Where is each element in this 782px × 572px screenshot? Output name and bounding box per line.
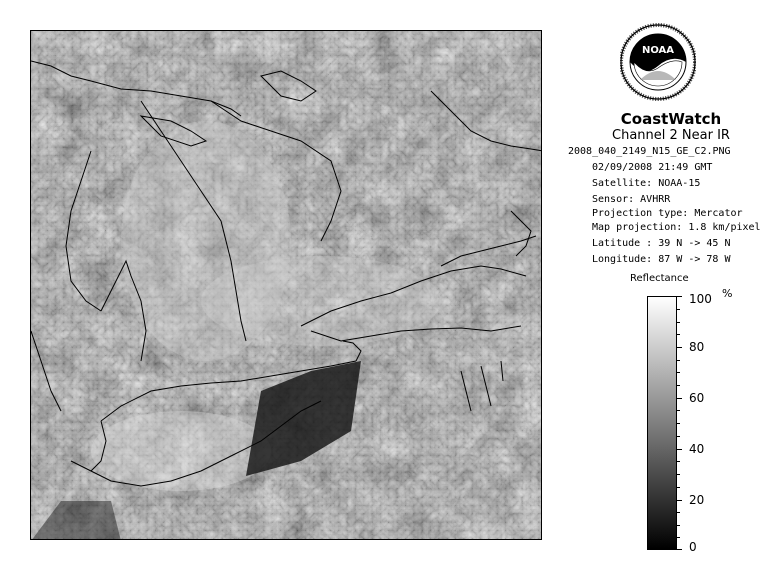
scale-unit: % [722, 287, 733, 300]
tick-major [677, 449, 682, 450]
noaa-logo-svg [620, 22, 696, 108]
reflectance-colorbar [647, 296, 677, 550]
tick-minor [677, 372, 680, 373]
noaa-logo-text: NOAA [641, 45, 675, 56]
longitude-label: Longitude: 87 W -> 78 W [592, 254, 731, 265]
projection-type-label: Projection type: Mercator [592, 208, 743, 219]
colorbar-ticks [677, 292, 757, 556]
tick-minor [677, 423, 680, 424]
satellite-image[interactable] [30, 30, 542, 540]
filename-label: 2008_040_2149_N15_GE_C2.PNG [568, 146, 731, 157]
tick-minor [677, 512, 680, 513]
tick-minor [677, 537, 680, 538]
tick-minor [677, 525, 680, 526]
tick-label: 20 [689, 493, 705, 507]
tick-minor [677, 309, 680, 310]
tick-label: 0 [689, 540, 697, 554]
haze-lake-ontario [201, 256, 441, 346]
tick-minor [677, 322, 680, 323]
tick-label: 60 [689, 391, 705, 405]
tick-label: 40 [689, 442, 705, 456]
haze-lake-erie [91, 411, 271, 491]
latitude-label: Latitude : 39 N -> 45 N [592, 238, 731, 249]
satellite-label: Satellite: NOAA-15 [592, 178, 701, 189]
noaa-logo [620, 22, 696, 108]
tick-minor [677, 474, 680, 475]
tick-minor [677, 410, 680, 411]
satellite-image-svg [31, 31, 542, 540]
tick-major [677, 398, 682, 399]
datetime-label: 02/09/2008 21:49 GMT [592, 162, 713, 173]
product-title: CoastWatch [620, 110, 722, 128]
tick-major [677, 500, 682, 501]
tick-minor [677, 487, 680, 488]
tick-minor [677, 360, 680, 361]
tick-label: 80 [689, 340, 705, 354]
tick-major [677, 347, 682, 348]
channel-label: Channel 2 Near IR [612, 128, 730, 143]
tick-label: 100 [689, 292, 712, 306]
tick-minor [677, 461, 680, 462]
tick-major [677, 549, 682, 550]
map-projection-label: Map projection: 1.8 km/pixel [592, 222, 761, 233]
tick-minor [677, 436, 680, 437]
sensor-label: Sensor: AVHRR [592, 194, 671, 205]
scale-title: Reflectance [630, 273, 689, 284]
tick-major [677, 296, 682, 297]
tick-minor [677, 334, 680, 335]
tick-minor [677, 385, 680, 386]
